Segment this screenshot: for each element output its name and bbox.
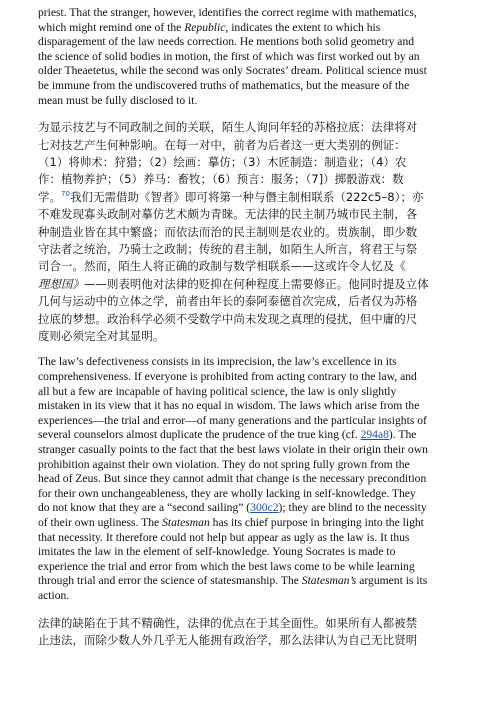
text-run: 学。 bbox=[38, 189, 61, 204]
text-run: ——则表明他对法律的贬抑在何种程度上需要修正。他同时提及立体 bbox=[83, 276, 429, 291]
text-line: the science of solid bodies in motion, the first of which was first worked out by an bbox=[38, 49, 420, 63]
title-statesman: Statesman bbox=[162, 515, 210, 529]
text-line: priest. That the stranger, however, identifies the correct regime with mathematics, bbox=[38, 6, 417, 19]
text-run: argument is its bbox=[356, 574, 428, 588]
text-line bbox=[38, 189, 462, 206]
text-line: action. bbox=[38, 588, 70, 602]
text-line: imitates the law in the element of self-knowledge. Young Socrates is made to bbox=[38, 545, 396, 559]
reference-link-294a8[interactable]: 294a8 bbox=[360, 428, 389, 442]
text-line: 守法者之统治，乃骑士之政制；传统的君主制，如陌生人所言，将君王与祭 bbox=[38, 242, 418, 256]
text-line: 七对技艺产生何种影响。在每一对中，前者为后者这一更大类别的例证： bbox=[38, 137, 406, 152]
text-run: of their own ugliness. The bbox=[38, 515, 163, 529]
text-line: that necessity. It therefore could not help but appear as ugly as the law is. It thus bbox=[38, 530, 410, 544]
text-line: all but a few are incapable of having political science, the law is only slightly bbox=[38, 384, 397, 398]
text-line: 止违法，而除少数人外几乎无人能拥有政治学，那么法律认为自己无比贤明 bbox=[38, 632, 418, 647]
text-line: disparagement of the law needs correction. He mentions both solid geometry and bbox=[38, 35, 415, 49]
text-line: 为显示技艺与不同政制之间的关联，陌生人询问年轻的苏格拉底：法律将对 bbox=[38, 120, 418, 135]
text-run: through trial and error the science of statesmanship. The bbox=[38, 574, 302, 588]
text-line: 种制造业皆在其中繁盛；而依法而治的民主制则是农业的。贵族制，即少数 bbox=[38, 224, 418, 239]
paragraph-english-2 bbox=[38, 355, 462, 603]
text-line bbox=[38, 276, 462, 293]
text-line: 不难发现寡头政制对摹仿艺术颇为青睐。无法律的民主制乃城市民主制，各 bbox=[38, 207, 418, 222]
text-line: experiences—the trial and error—of many generations and the particular insights of bbox=[38, 413, 427, 427]
text-line: prohibition against their own violation. They do not spring fully grown from the bbox=[38, 457, 410, 471]
text-run: several counselors almost duplicate the prudence of the true king (cf. bbox=[38, 428, 361, 442]
text-line: 司合一。然而，陌生人将正确的政制与数学相联系——这或许令人忆及《 bbox=[38, 259, 406, 274]
text-line bbox=[38, 428, 462, 443]
text-line: mean must be fully disclosed to it. bbox=[38, 93, 198, 107]
paragraph-chinese-2 bbox=[38, 615, 462, 650]
footnote-link[interactable]: 70 bbox=[60, 189, 71, 198]
text-line: stranger casually points to the fact that the best laws violate in their origin their own bbox=[38, 443, 428, 456]
text-line: 度则必须完全对其显明。 bbox=[38, 329, 165, 344]
text-run: ). The bbox=[388, 428, 417, 442]
title-republic: Republic bbox=[184, 20, 226, 34]
paragraph-english-1 bbox=[38, 6, 462, 108]
text-line: 作：植物养护；（5）养马：畜牧；（6）预言：服务；（7]）掷骰游戏：数 bbox=[38, 172, 404, 187]
text-run: has its chief purpose in bringing into the light bbox=[209, 515, 424, 529]
text-run: which might remind one of the bbox=[38, 20, 185, 34]
text-line: comprehensiveness. If everyone is prohibited from acting contrary to the law, and bbox=[38, 370, 417, 384]
text-run: 我们无需借助《智者》即可将第一种与僭主制相联系（222c5–8）；亦 bbox=[70, 189, 424, 204]
title-statesman-possessive: Statesman’s bbox=[301, 574, 357, 588]
text-run: ); they are blind to the necessity bbox=[278, 501, 427, 515]
text-line: older Theaetetus, while the second was only Socrates’ dream. Political science must bbox=[38, 64, 427, 78]
text-line: for their own unchangeableness, they are wholly lacking in self-knowledge. They bbox=[38, 486, 416, 500]
title-republic-zh: 理想国》 bbox=[38, 276, 84, 291]
page bbox=[38, 6, 462, 659]
text-line: （1）将帅术：狩猎；（2）绘画：摹仿；（3）木匠制造：制造业；（4）农 bbox=[38, 154, 407, 169]
text-line: be immune from the undiscovered truths of mathematics, but the measure of the bbox=[38, 78, 410, 92]
text-line: head of Zeus. But since they cannot admit that change is the necessary precondition bbox=[38, 472, 427, 486]
text-line bbox=[38, 501, 462, 516]
paragraph-chinese-1 bbox=[38, 119, 462, 345]
text-line bbox=[38, 574, 462, 589]
reference-link-300c2[interactable]: 300c2 bbox=[250, 501, 279, 515]
text-line: experience the trial and error from which the best laws come to be while learning bbox=[38, 559, 415, 573]
text-run: , indicates the extent to which his bbox=[225, 20, 381, 34]
text-line: The law’s defectiveness consists in its imprecision, the law’s excellence in its bbox=[38, 355, 397, 369]
text-line: 拉底的梦想。政治科学必须不受数学中尚未发现之真理的侵扰，但中庸的尺 bbox=[38, 311, 418, 326]
text-line bbox=[38, 516, 462, 531]
text-line: 法律的缺陷在于其不精确性，法律的优点在于其全面性。如果所有人都被禁 bbox=[38, 615, 418, 630]
text-line bbox=[38, 21, 462, 36]
text-line: 几何与运动中的立体之学，前者由年长的泰阿泰德首次完成，后者仅为苏格 bbox=[38, 294, 418, 309]
text-run: do not know that they are a “second sailing” ( bbox=[38, 501, 251, 515]
text-line: mistaken in its view that it has no equal in wisdom. The laws which arise from the bbox=[38, 399, 420, 413]
